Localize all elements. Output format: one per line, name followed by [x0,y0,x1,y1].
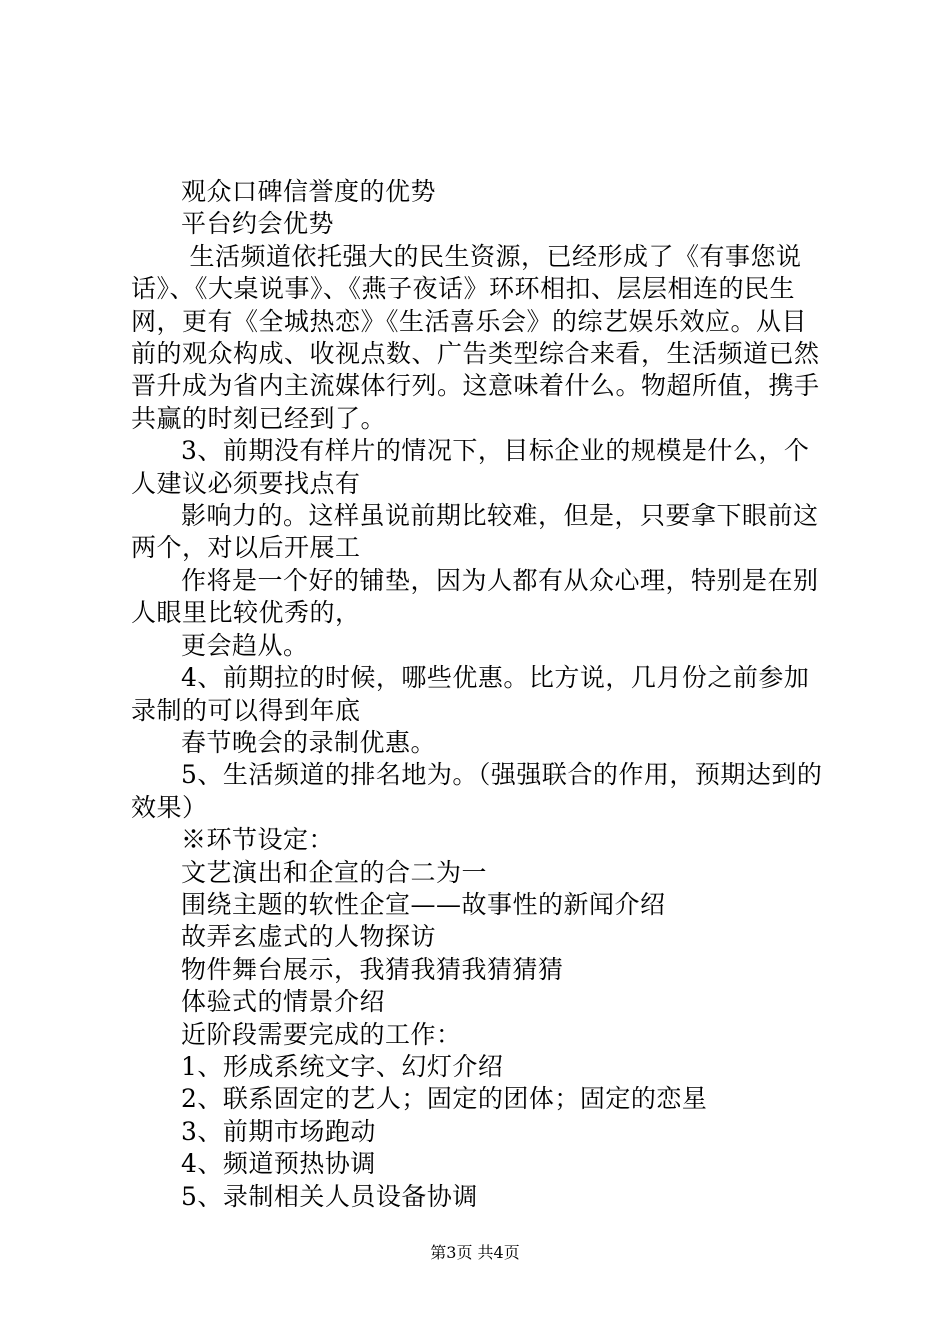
task-item: 5、录制相关人员设备协调 [181,1181,478,1211]
section-heading-tasks: 近阶段需要完成的工作： [181,1019,462,1049]
task-item: 3、前期市场跑动 [181,1116,376,1146]
paragraph-platform-advantage: 平台约会优势 [181,209,335,239]
paragraph-point-3-cont-3: 更会趋从。 [181,630,309,660]
paragraph-point-3-cont-2: 作将是一个好的铺垫，因为人都有从众心理，特别是在别人眼里比较优秀的， [131,565,819,628]
segment-item: 文艺演出和企宣的合二为一 [181,857,488,887]
page-number-footer: 第3页 共4页 [430,1243,520,1262]
task-item: 1、形成系统文字、幻灯介绍 [181,1051,504,1081]
paragraph-point-5: 5、生活频道的排名地为。（强强联合的作用，预期达到的效果） [131,760,823,822]
paragraph-point-3-cont-1: 影响力的。这样虽说前期比较难，但是，只要拿下眼前这两个，对以后开展工 [131,501,819,563]
segment-item: 围绕主题的软性企宣——故事性的新闻介绍 [181,889,666,919]
document-body [131,176,831,1213]
paragraph-point-4: 4、前期拉的时候，哪些优惠。比方说，几月份之前参加录制的可以得到年底 [131,663,810,725]
segment-item: 故弄玄虚式的人物探访 [181,922,437,952]
paragraph-point-3: 3、前期没有样片的情况下，目标企业的规模是什么，个人建议必须要找点有 [131,436,810,498]
task-item: 4、频道预热协调 [181,1149,376,1179]
paragraph-audience-advantage: 观众口碑信誉度的优势 [181,177,437,206]
paragraph-channel-resources: 生活频道依托强大的民生资源，已经形成了《有事您说话》、《大桌说事》、《燕子夜话》环环相扣、层层相连的民生网，更有《全城热恋》《生活喜乐会》的综艺娱乐效应。从目前的观众构成、收视点数、广告类型综合来看，生活频道已然晋升成为省内主流媒体行列。这意味着什么。物超所值，携手共赢的时刻已经到了。 [131,241,820,433]
task-item: 2、联系固定的艺人；固定的团体；固定的恋星 [181,1084,708,1114]
segment-item: 体验式的情景介绍 [181,987,386,1017]
paragraph-point-4-cont: 春节晚会的录制优惠。 [181,727,437,757]
segment-item: 物件舞台展示，我猜我猜我猜猜猜 [181,954,564,984]
section-heading-segments: ※环节设定： [181,825,335,855]
